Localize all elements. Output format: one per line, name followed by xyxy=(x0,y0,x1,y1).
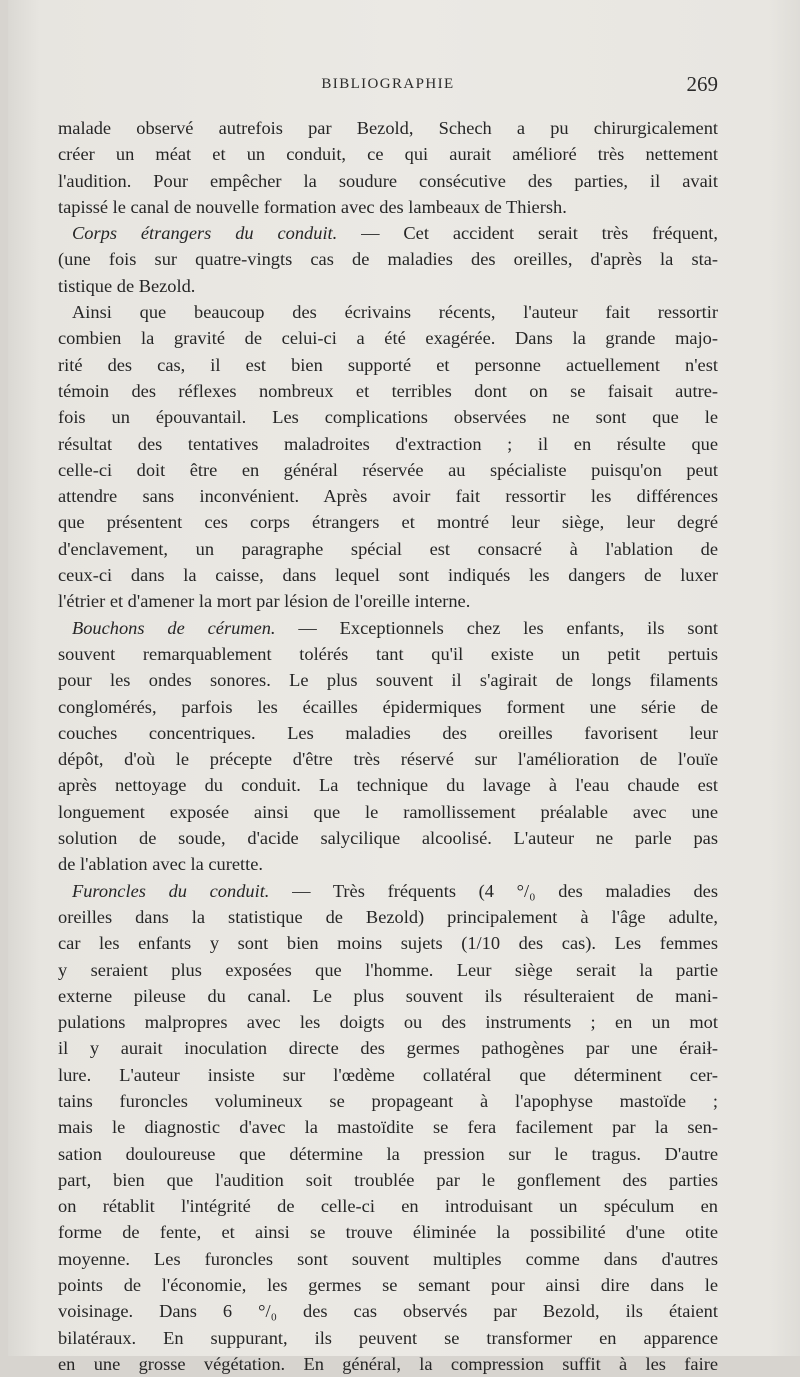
line-text: tains furoncles volumineux se propageant à l'apophyse mastoïde ; xyxy=(58,1090,718,1111)
line-text: dépôt, d'où le précepte d'être très réservé sur l'amélioration de l'ouïe xyxy=(58,749,718,770)
text-line xyxy=(58,615,718,641)
text-line xyxy=(58,1088,718,1114)
text-line xyxy=(58,141,718,167)
line-text: après nettoyage du conduit. La technique du lavage à l'eau chaude est xyxy=(58,775,718,796)
line-text: l'audition. Pour empêcher la soudure consécutive des parties, il avait xyxy=(58,170,718,191)
text-line xyxy=(58,299,718,325)
line-text: pulations malpropres avec les doigts ou des instruments ; en un mot xyxy=(58,1012,718,1033)
page-number: 269 xyxy=(686,72,718,96)
line-text: que présentent ces corps étrangers et montré leur siège, leur degré xyxy=(58,512,718,533)
text-line xyxy=(58,220,718,246)
line-text: — Cet accident serait très fréquent, xyxy=(337,223,718,244)
text-line xyxy=(58,1114,718,1140)
scanned-page xyxy=(8,0,800,1374)
line-text: créer un méat et un conduit, ce qui aurait amélioré très nettement xyxy=(58,144,718,165)
line-text: longuement exposée ainsi que le ramollissement préalable avec une xyxy=(58,801,718,822)
line-text: y seraient plus exposées que l'homme. Leur siège serait la partie xyxy=(58,959,718,980)
running-head xyxy=(58,74,718,98)
line-text: malade observé autrefois par Bezold, Schech a pu chirurgicalement xyxy=(58,118,718,138)
text-line xyxy=(58,378,718,404)
line-text: part, bien que l'audition soit troublée par le gonflement des parties xyxy=(58,1169,718,1190)
text-line xyxy=(58,562,718,588)
section-heading: Corps étrangers du conduit. xyxy=(72,223,338,244)
line-text: externe pileuse du canal. Le plus souvent ils résulteraient de mani- xyxy=(58,985,718,1006)
line-text: pour les ondes sonores. Le plus souvent il s'agirait de longs filaments xyxy=(58,670,718,691)
section-heading: Furoncles du conduit. xyxy=(72,880,270,901)
line-text: mais le diagnostic d'avec la mastoïdite se fera facilement par la sen- xyxy=(58,1117,718,1138)
text-line xyxy=(58,325,718,351)
text-line xyxy=(58,772,718,798)
line-text: celle-ci doit être en général réservée au spécialiste puisqu'on peut xyxy=(58,459,718,480)
running-title: BIBLIOGRAPHIE xyxy=(321,76,455,92)
body-text xyxy=(58,115,718,1377)
line-text: témoin des réflexes nombreux et terribles dont on se faisait autre- xyxy=(58,380,718,401)
line-text: d'enclavement, un paragraphe spécial est consacré à l'ablation de xyxy=(58,538,718,559)
line-text: il y aurait inoculation directe des germes pathogènes par une éraił- xyxy=(58,1038,718,1059)
text-line xyxy=(58,957,718,983)
line-text: de l'ablation avec la curette. xyxy=(58,854,263,875)
line-text: rité des cas, il est bien supporté et personne actuellement n'est xyxy=(58,354,718,375)
text-line xyxy=(58,1193,718,1219)
text-line xyxy=(58,1167,718,1193)
text-line xyxy=(58,720,718,746)
text-line xyxy=(58,273,718,299)
line-text: voisinage. Dans 6 °/₀ des cas observés par Bezold, ils étaient xyxy=(58,1301,718,1322)
line-text: points de l'économie, les germes se semant pour ainsi dire dans le xyxy=(58,1275,718,1296)
text-line xyxy=(58,694,718,720)
text-line xyxy=(58,431,718,457)
text-line xyxy=(58,588,718,614)
text-line xyxy=(58,851,718,877)
line-text: tistique de Bezold. xyxy=(58,275,196,296)
line-text: résultat des tentatives maladroites d'extraction ; il en résulte que xyxy=(58,433,718,454)
line-text: forme de fente, et ainsi se trouve éliminée la possibilité d'une otite xyxy=(58,1222,718,1243)
line-text: — Exceptionnels chez les enfants, ils sont xyxy=(275,617,718,638)
line-text: moyenne. Les furoncles sont souvent multiples comme dans d'autres xyxy=(58,1248,718,1269)
text-line xyxy=(58,1035,718,1061)
line-text: Ainsi que beaucoup des écrivains récents, l'auteur fait ressortir xyxy=(72,302,718,323)
line-text: sation douloureuse que détermine la pression sur le tragus. D'autre xyxy=(58,1143,718,1164)
line-text: conglomérés, parfois les écailles épidermiques forment une série de xyxy=(58,696,718,717)
text-line xyxy=(58,1272,718,1298)
text-line xyxy=(58,352,718,378)
text-line xyxy=(58,536,718,562)
text-line xyxy=(58,509,718,535)
text-line xyxy=(58,641,718,667)
text-line xyxy=(58,457,718,483)
line-text: en une grosse végétation. En général, la compression suffit à les faire xyxy=(58,1353,718,1374)
text-line xyxy=(58,194,718,220)
text-line xyxy=(58,1246,718,1272)
text-line xyxy=(58,667,718,693)
text-line xyxy=(58,930,718,956)
text-line xyxy=(58,1062,718,1088)
text-line xyxy=(58,878,718,904)
text-line xyxy=(58,799,718,825)
text-line xyxy=(58,1325,718,1351)
text-line xyxy=(58,746,718,772)
line-text: ceux-ci dans la caisse, dans lequel sont indiqués les dangers de luxer xyxy=(58,565,718,586)
section-heading: Bouchons de cérumen. xyxy=(72,617,276,638)
line-text: bilatéraux. En suppurant, ils peuvent se transformer en apparence xyxy=(58,1327,718,1348)
text-line xyxy=(58,825,718,851)
line-text: combien la gravité de celui-ci a été exagérée. Dans la grande majo- xyxy=(58,328,718,349)
text-line xyxy=(58,404,718,430)
text-line xyxy=(58,115,718,141)
text-line xyxy=(58,483,718,509)
text-line xyxy=(58,1219,718,1245)
line-text: souvent remarquablement tolérés tant qu'il existe un petit pertuis xyxy=(58,643,718,664)
text-line xyxy=(58,1141,718,1167)
line-text: solution de soude, d'acide salycilique alcoolisé. L'auteur ne parle pas xyxy=(58,828,718,849)
line-text: fois un épouvantail. Les complications observées ne sont que le xyxy=(58,407,718,428)
line-text: lure. L'auteur insiste sur l'œdème collatéral que déterminent cer- xyxy=(58,1064,718,1085)
text-line xyxy=(58,1351,718,1377)
line-text: car les enfants y sont bien moins sujets (1/10 des cas). Les femmes xyxy=(58,933,718,954)
text-line xyxy=(58,246,718,272)
line-text: l'étrier et d'amener la mort par lésion de l'oreille interne. xyxy=(58,591,471,612)
line-text: couches concentriques. Les maladies des oreilles favorisent leur xyxy=(58,722,718,743)
line-text: (une fois sur quatre-vingts cas de maladies des oreilles, d'après la sta- xyxy=(58,249,718,270)
text-line xyxy=(58,168,718,194)
text-line xyxy=(58,983,718,1009)
line-text: — Très fréquents (4 °/₀ des maladies des xyxy=(269,880,719,901)
line-text: on rétablit l'intégrité de celle-ci en introduisant un spéculum en xyxy=(58,1196,718,1217)
line-text: oreilles dans la statistique de Bezold) principalement à l'âge adulte, xyxy=(58,906,718,927)
text-line xyxy=(58,1009,718,1035)
text-line xyxy=(58,904,718,930)
line-text: tapissé le canal de nouvelle formation avec des lambeaux de Thiersh. xyxy=(58,196,567,217)
text-line xyxy=(58,1298,718,1324)
line-text: attendre sans inconvénient. Après avoir fait ressortir les différences xyxy=(58,486,718,507)
